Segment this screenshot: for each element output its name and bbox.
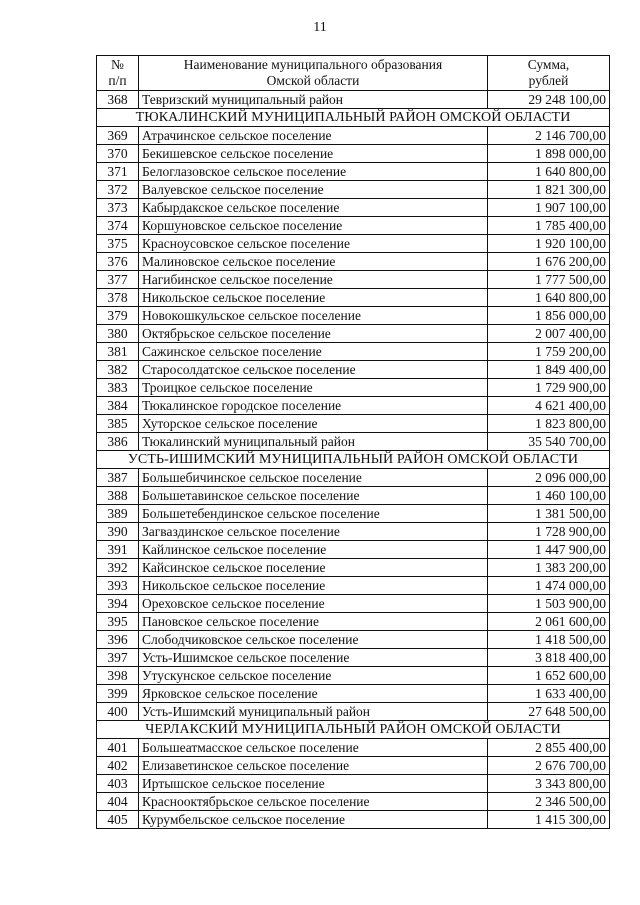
municipality-name: Кайсинское сельское поселение [139,559,488,577]
table-row [97,577,610,595]
amount-rubles: 1 849 400,00 [488,361,610,379]
municipality-name: Большеатмасское сельское поселение [139,739,488,757]
section-header-row [97,721,610,739]
row-number: 398 [97,667,139,685]
budget-table [96,55,610,829]
row-number: 370 [97,145,139,163]
table-row [97,739,610,757]
row-number: 377 [97,271,139,289]
table-row [97,199,610,217]
amount-rubles: 1 418 500,00 [488,631,610,649]
section-header-row [97,451,610,469]
row-number: 387 [97,469,139,487]
row-number: 384 [97,397,139,415]
municipality-name: Тюкалинское городское поселение [139,397,488,415]
table-row [97,397,610,415]
table-row [97,541,610,559]
municipality-name: Кайлинское сельское поселение [139,541,488,559]
table-row [97,325,610,343]
header-number [97,56,139,91]
row-number: 401 [97,739,139,757]
municipality-name: Кабырдакское сельское поселение [139,199,488,217]
section-title: УСТЬ-ИШИМСКИЙ МУНИЦИПАЛЬНЫЙ РАЙОН ОМСКОЙ ОБЛАСТИ [97,451,610,469]
header-sum [488,56,610,91]
municipality-name: Октябрьское сельское поселение [139,325,488,343]
amount-rubles: 1 777 500,00 [488,271,610,289]
amount-rubles: 1 823 800,00 [488,415,610,433]
amount-rubles: 1 474 000,00 [488,577,610,595]
row-number: 374 [97,217,139,235]
header-sum-line2: рублей [528,73,569,88]
municipality-name: Белоглазовское сельское поселение [139,163,488,181]
amount-rubles: 1 856 000,00 [488,307,610,325]
amount-rubles: 2 346 500,00 [488,793,610,811]
row-number: 405 [97,811,139,829]
table-row [97,685,610,703]
amount-rubles: 1 640 800,00 [488,163,610,181]
municipality-name: Елизаветинское сельское поселение [139,757,488,775]
table-row [97,163,610,181]
table-row [97,703,610,721]
amount-rubles: 2 146 700,00 [488,127,610,145]
table-row [97,793,610,811]
municipality-name: Троицкое сельское поселение [139,379,488,397]
amount-rubles: 1 381 500,00 [488,505,610,523]
table-row [97,523,610,541]
amount-rubles: 2 061 600,00 [488,613,610,631]
amount-rubles: 1 460 100,00 [488,487,610,505]
amount-rubles: 1 898 000,00 [488,145,610,163]
row-number: 403 [97,775,139,793]
table-header [97,56,610,91]
row-number: 385 [97,415,139,433]
row-number: 386 [97,433,139,451]
header-name-line2: Омской области [266,73,360,88]
row-number: 394 [97,595,139,613]
header-name-line1: Наименование муниципального образования [183,57,443,72]
municipality-name: Ореховское сельское поселение [139,595,488,613]
table-row [97,361,610,379]
row-number: 380 [97,325,139,343]
table-row [97,775,610,793]
row-number: 379 [97,307,139,325]
table-row [97,343,610,361]
section-header-row [97,109,610,127]
municipality-name: Слободчиковское сельское поселение [139,631,488,649]
row-number: 373 [97,199,139,217]
amount-rubles: 1 640 800,00 [488,289,610,307]
municipality-name: Сажинское сельское поселение [139,343,488,361]
amount-rubles: 1 652 600,00 [488,667,610,685]
row-number: 390 [97,523,139,541]
row-number: 378 [97,289,139,307]
table-row [97,217,610,235]
row-number: 400 [97,703,139,721]
table-row [97,811,610,829]
table-row [97,469,610,487]
row-number: 389 [97,505,139,523]
table-row [97,595,610,613]
amount-rubles: 1 447 900,00 [488,541,610,559]
municipality-name: Никольское сельское поселение [139,289,488,307]
municipality-name: Никольское сельское поселение [139,577,488,595]
municipality-name: Старосолдатское сельское поселение [139,361,488,379]
municipality-name: Большетебендинское сельское поселение [139,505,488,523]
row-number: 376 [97,253,139,271]
amount-rubles: 1 503 900,00 [488,595,610,613]
table-row [97,613,610,631]
row-number: 397 [97,649,139,667]
municipality-name: Ярковское сельское поселение [139,685,488,703]
row-number: 396 [97,631,139,649]
amount-rubles: 2 855 400,00 [488,739,610,757]
table-row [97,433,610,451]
table-row [97,505,610,523]
row-number: 392 [97,559,139,577]
table-row [97,379,610,397]
amount-rubles: 4 621 400,00 [488,397,610,415]
table-row [97,91,610,109]
table-body [97,91,610,829]
municipality-name: Тевризский муниципальный район [139,91,488,109]
table-row [97,145,610,163]
row-number: 404 [97,793,139,811]
municipality-name: Атрачинское сельское поселение [139,127,488,145]
table-row [97,667,610,685]
amount-rubles: 2 096 000,00 [488,469,610,487]
municipality-name: Загваздинское сельское поселение [139,523,488,541]
amount-rubles: 1 907 100,00 [488,199,610,217]
amount-rubles: 3 818 400,00 [488,649,610,667]
table-row [97,181,610,199]
amount-rubles: 1 383 200,00 [488,559,610,577]
header-sum-line1: Сумма, [527,57,570,72]
table-row [97,127,610,145]
amount-rubles: 1 633 400,00 [488,685,610,703]
row-number: 391 [97,541,139,559]
amount-rubles: 1 729 900,00 [488,379,610,397]
municipality-name: Иртышское сельское поселение [139,775,488,793]
row-number: 402 [97,757,139,775]
table-row [97,307,610,325]
municipality-name: Большетавинское сельское поселение [139,487,488,505]
amount-rubles: 1 759 200,00 [488,343,610,361]
amount-rubles: 1 415 300,00 [488,811,610,829]
row-number: 375 [97,235,139,253]
municipality-name: Бекишевское сельское поселение [139,145,488,163]
section-title: ТЮКАЛИНСКИЙ МУНИЦИПАЛЬНЫЙ РАЙОН ОМСКОЙ ОБЛАСТИ [97,109,610,127]
municipality-name: Большебичинское сельское поселение [139,469,488,487]
row-number: 399 [97,685,139,703]
amount-rubles: 27 648 500,00 [488,703,610,721]
row-number: 393 [97,577,139,595]
municipality-name: Малиновское сельское поселение [139,253,488,271]
amount-rubles: 1 728 900,00 [488,523,610,541]
municipality-name: Нагибинское сельское поселение [139,271,488,289]
table-row [97,235,610,253]
municipality-name: Красноусовское сельское поселение [139,235,488,253]
amount-rubles: 1 785 400,00 [488,217,610,235]
municipality-name: Краснооктябрьское сельское поселение [139,793,488,811]
header-number-line2: п/п [108,73,127,88]
row-number: 371 [97,163,139,181]
table-row [97,415,610,433]
municipality-name: Новокошкульское сельское поселение [139,307,488,325]
municipality-name: Коршуновское сельское поселение [139,217,488,235]
municipality-name: Утускунское сельское поселение [139,667,488,685]
row-number: 368 [97,91,139,109]
table-row [97,649,610,667]
row-number: 383 [97,379,139,397]
header-name [139,56,488,91]
table-row [97,289,610,307]
amount-rubles: 35 540 700,00 [488,433,610,451]
table-row [97,487,610,505]
municipality-name: Пановское сельское поселение [139,613,488,631]
amount-rubles: 29 248 100,00 [488,91,610,109]
municipality-name: Хуторское сельское поселение [139,415,488,433]
amount-rubles: 2 676 700,00 [488,757,610,775]
amount-rubles: 3 343 800,00 [488,775,610,793]
municipality-name: Валуевское сельское поселение [139,181,488,199]
table-row [97,253,610,271]
amount-rubles: 1 676 200,00 [488,253,610,271]
page-number: 11 [313,20,327,35]
municipality-name: Усть-Ишимский муниципальный район [139,703,488,721]
row-number: 382 [97,361,139,379]
amount-rubles: 1 821 300,00 [488,181,610,199]
table-row [97,559,610,577]
municipality-name: Курумбельское сельское поселение [139,811,488,829]
table-row [97,271,610,289]
row-number: 369 [97,127,139,145]
header-number-line1: № [111,57,124,72]
row-number: 381 [97,343,139,361]
amount-rubles: 2 007 400,00 [488,325,610,343]
municipality-name: Усть-Ишимское сельское поселение [139,649,488,667]
table-row [97,757,610,775]
row-number: 388 [97,487,139,505]
row-number: 395 [97,613,139,631]
table-row [97,631,610,649]
row-number: 372 [97,181,139,199]
municipality-name: Тюкалинский муниципальный район [139,433,488,451]
section-title: ЧЕРЛАКСКИЙ МУНИЦИПАЛЬНЫЙ РАЙОН ОМСКОЙ ОБЛАСТИ [97,721,610,739]
amount-rubles: 1 920 100,00 [488,235,610,253]
